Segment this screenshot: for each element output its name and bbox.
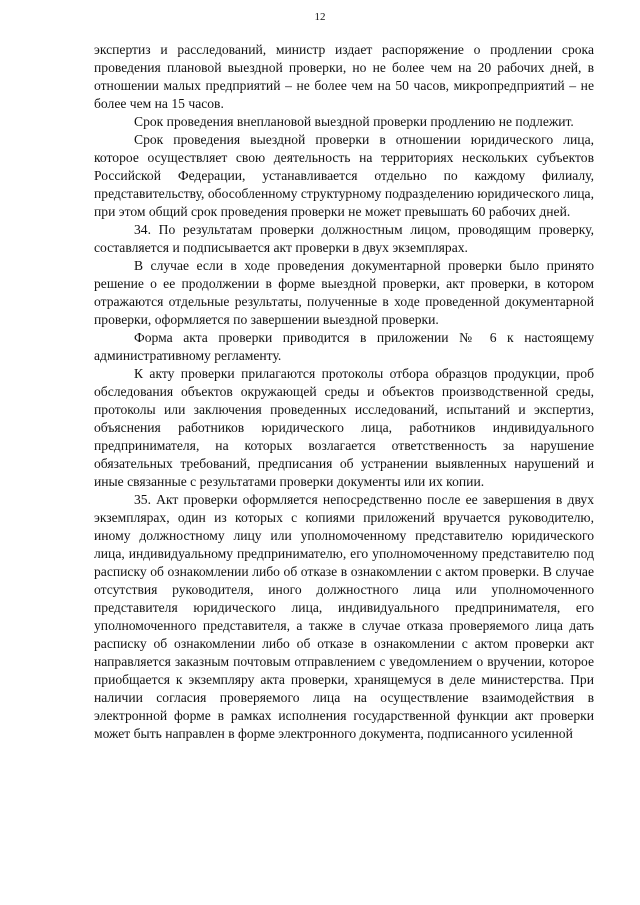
paragraph-item-35: 35. Акт проверки оформляется непосредственно после ее завершения в двух экземплярах, один из которых с копиями приложений вручается руководителю, иному должностному лицу или уполномоченному представителю юридического лица, индивидуальному предпринимателю, его уполномоченному представителю под расписку об ознакомлении либо об отказе в ознакомлении с актом проверки. В случае отсутствия руководителя, иного должностного лица или уполномоченного представителя юридического лица, индивидуального предпринимателя, его уполномоченного представителя, а также в случае отказа проверяемого лица дать расписку об ознакомлении либо об отказе в ознакомлении с актом проверки акт направляется заказным почтовым отправлением с уведомлением о вручении, которое приобщается к экземпляру акта проверки, хранящемуся в деле министерства. При наличии согласия проверяемого лица на осуществление взаимодействия в электронной форме в рамках исполнения государственной функции акт проверки может быть направлен в форме электронного документа, подписанного усиленной — [94, 492, 594, 741]
paragraph-branch-term: Срок проведения выездной проверки в отношении юридического лица, которое осуществляет свою деятельность на территориях нескольких субъектов Российской Федерации, устанавливается отдельно по каждому филиалу, представительству, обособленному структурному подразделению юридического лица, при этом общий срок проведения проверки не может превышать 60 рабочих дней. — [94, 132, 594, 219]
paragraph-continuation: экспертиз и расследований, министр издает распоряжение о продлении срока проведения плановой выездной проверки, но не более чем на 20 рабочих дней, в отношении малых предприятий – не более чем на 50 часов, микропредприятий – не более чем на 15 часов. — [94, 42, 594, 111]
paragraph-documentary-check: В случае если в ходе проведения документарной проверки было принято решение о ее продолжении в форме выездной проверки, акт проверки, в котором отражаются отдельные результаты, полученные в ходе проведенной документарной проверки, оформляется по завершении выездной проверки. — [94, 258, 594, 327]
paragraph-act-attachments: К акту проверки прилагаются протоколы отбора образцов продукции, проб обследования объектов окружающей среды и объектов производственной среды, протоколы или заключения проведенных исследований, испытаний и экспертиз, объяснения работников юридического лица, работников индивидуального предпринимателя, на которых возлагается ответственность за нарушение обязательных требований, предписания об устранении выявленных нарушений и иные связанные с результатами проверки документы или их копии. — [94, 366, 594, 489]
document-body — [94, 41, 594, 743]
paragraph-unscheduled-term: Срок проведения внеплановой выездной проверки продлению не подлежит. — [134, 114, 574, 129]
paragraph-act-form: Форма акта проверки приводится в приложении № 6 к настоящему административному регламенту. — [94, 330, 594, 363]
page-number: 12 — [314, 11, 326, 23]
paragraph-item-34: 34. По результатам проверки должностным лицом, проводящим проверку, составляется и подписывается акт проверки в двух экземплярах. — [94, 222, 594, 255]
